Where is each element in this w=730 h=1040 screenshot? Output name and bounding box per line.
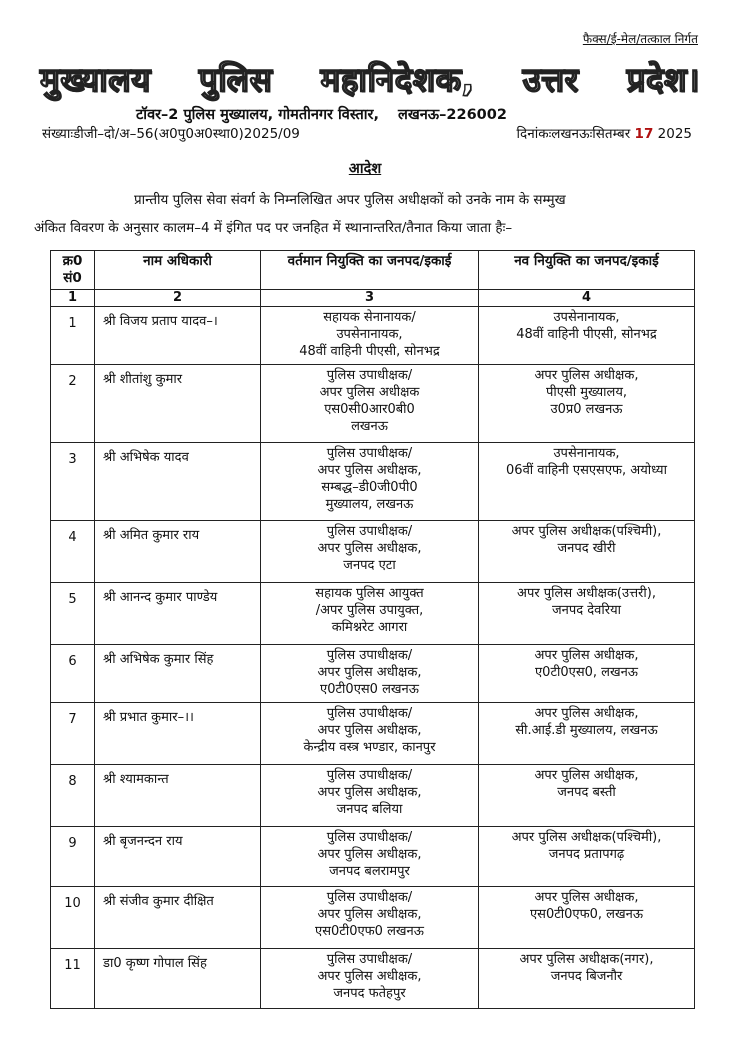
table-row <box>51 765 695 827</box>
address-text: टॉवर–2 पुलिस मुख्यालय, गोमतीनगर विस्तार, <box>136 107 379 123</box>
serial-number: 3 <box>51 443 95 521</box>
reference-line <box>42 124 692 142</box>
posting-line: एस0टी0एफ0, लखनऊ <box>529 907 644 922</box>
new-posting <box>479 521 695 583</box>
posting-line: सहायक सेनानायक/ <box>323 310 416 325</box>
posting-line: अपर पुलिस अधीक्षक(नगर), <box>519 952 654 967</box>
posting-line: पुलिस उपाधीक्षक/ <box>326 830 413 845</box>
paragraph-line: अंकित विवरण के अनुसार कालम–4 में इंगित पद पर जनहित में स्थानान्तरित/तैनात किया जाता हैः– <box>34 220 513 236</box>
current-posting <box>261 949 479 1009</box>
table-row <box>51 827 695 887</box>
table-row <box>51 645 695 703</box>
new-posting <box>479 887 695 949</box>
posting-line: जनपद देवरिया <box>551 603 621 618</box>
officer-name: श्री अभिषेक यादव <box>95 443 261 521</box>
posting-line: 48वीं वाहिनी पीएसी, सोनभद्र <box>299 344 440 359</box>
serial-number: 10 <box>51 887 95 949</box>
header-new-posting: नव नियुक्ति का जनपद/इकाई <box>479 251 695 290</box>
header-serial: क्र0 सं0 <box>51 251 95 290</box>
posting-line: जनपद बलरामपुर <box>329 864 410 879</box>
posting-line: अपर पुलिस अधीक्षक, <box>317 907 422 922</box>
posting-line: अपर पुलिस अधीक्षक, <box>317 541 422 556</box>
table-row <box>51 365 695 443</box>
table-row <box>51 887 695 949</box>
posting-line: अपर पुलिस अधीक्षक, <box>317 463 422 478</box>
posting-line: अपर पुलिस अधीक्षक, <box>534 368 639 383</box>
table-row <box>51 521 695 583</box>
officer-name: श्री प्रभात कुमार–।। <box>95 703 261 765</box>
column-number: 2 <box>95 290 261 307</box>
officer-name: श्री श्यामकान्त <box>95 765 261 827</box>
posting-line: सी.आई.डी मुख्यालय, लखनऊ <box>515 723 658 738</box>
reference-number: संख्याःडीजी–दो/अ–56(अ0पु0अ0स्था0)2025/09 <box>42 126 300 142</box>
posting-line: अपर पुलिस अधीक्षक <box>319 385 420 400</box>
serial-number: 9 <box>51 827 95 887</box>
current-posting <box>261 887 479 949</box>
date-year: 2025 <box>657 126 692 142</box>
posting-line: लखनऊ <box>351 419 388 434</box>
current-posting <box>261 365 479 443</box>
posting-line: जनपद प्रतापगढ़ <box>548 847 625 862</box>
column-number: 4 <box>479 290 695 307</box>
letterhead <box>40 56 700 101</box>
posting-line: अपर पुलिस अधीक्षक, <box>317 785 422 800</box>
officer-name: श्री संजीव कुमार दीक्षित <box>95 887 261 949</box>
column-number: 1 <box>51 290 95 307</box>
new-posting <box>479 703 695 765</box>
current-posting <box>261 583 479 645</box>
posting-line: ए0टी0एस0, लखनऊ <box>534 665 639 680</box>
posting-line: अपर पुलिस अधीक्षक, <box>534 768 639 783</box>
posting-line: अपर पुलिस अधीक्षक, <box>317 847 422 862</box>
office-address <box>136 104 507 124</box>
serial-number: 11 <box>51 949 95 1009</box>
table-row <box>51 307 695 365</box>
current-posting <box>261 521 479 583</box>
posting-line: पुलिस उपाधीक्षक/ <box>326 706 413 721</box>
officer-name: श्री आनन्द कुमार पाण्डेय <box>95 583 261 645</box>
column-number-row <box>51 290 695 307</box>
posting-line: अपर पुलिस अधीक्षक, <box>534 648 639 663</box>
posting-line: केन्द्रीय वस्त्र भण्डार, कानपुर <box>303 740 436 755</box>
officer-name: श्री शीतांशु कुमार <box>95 365 261 443</box>
letterhead-word: प्रदेश। <box>626 60 700 99</box>
posting-line: 06वीं वाहिनी एसएसएफ, अयोध्या <box>506 463 667 478</box>
posting-line: जनपद फतेहपुर <box>333 986 406 1001</box>
transfer-table <box>50 250 695 1009</box>
current-posting <box>261 645 479 703</box>
paragraph-line: प्रान्तीय पुलिस सेवा संवर्ग के निम्नलिखित अपर पुलिस अधीक्षकों को उनके नाम के सम्मुख <box>134 192 566 208</box>
current-posting <box>261 443 479 521</box>
posting-line: सहायक पुलिस आयुक्त <box>315 586 424 601</box>
posting-line: उपसेनानायक, <box>336 327 403 342</box>
posting-line: उ0प्र0 लखनऊ <box>550 402 623 417</box>
column-number: 3 <box>261 290 479 307</box>
posting-line: उपसेनानायक, <box>553 310 620 325</box>
posting-line: जनपद बलिया <box>336 802 403 817</box>
new-posting <box>479 645 695 703</box>
serial-number: 7 <box>51 703 95 765</box>
posting-line: पुलिस उपाधीक्षक/ <box>326 368 413 383</box>
posting-line: सम्बद्ध–डी0जी0पी0 <box>321 480 418 495</box>
posting-line: पुलिस उपाधीक्षक/ <box>326 446 413 461</box>
current-posting <box>261 827 479 887</box>
header-current-posting: वर्तमान नियुक्ति का जनपद/इकाई <box>261 251 479 290</box>
new-posting <box>479 365 695 443</box>
posting-line: अपर पुलिस अधीक्षक, <box>317 723 422 738</box>
date-day-handwritten: 17 <box>634 126 654 142</box>
posting-line: पीएसी मुख्यालय, <box>546 385 627 400</box>
posting-line: उपसेनानायक, <box>553 446 620 461</box>
serial-number: 8 <box>51 765 95 827</box>
posting-line: अपर पुलिस अधीक्षक(पश्चिमी), <box>511 524 662 539</box>
address-city: लखनऊ–226002 <box>398 107 507 123</box>
officer-name: डा0 कृष्ण गोपाल सिंह <box>95 949 261 1009</box>
letterhead-word: महानिदेशक, <box>320 60 475 99</box>
posting-line: अपर पुलिस अधीक्षक, <box>317 665 422 680</box>
new-posting <box>479 765 695 827</box>
officer-name: श्री अभिषेक कुमार सिंह <box>95 645 261 703</box>
new-posting <box>479 949 695 1009</box>
serial-number: 6 <box>51 645 95 703</box>
posting-line: मुख्यालय, लखनऊ <box>325 497 414 512</box>
posting-line: जनपद खीरी <box>557 541 616 556</box>
order-date <box>517 124 692 142</box>
date-prefix: दिनांकःलखनऊःसितम्बर <box>516 126 631 142</box>
posting-line: जनपद एटा <box>343 558 396 573</box>
serial-number: 2 <box>51 365 95 443</box>
new-posting <box>479 827 695 887</box>
table-row <box>51 703 695 765</box>
posting-line: 48वीं वाहिनी पीएसी, सोनभद्र <box>516 327 657 342</box>
header-officer-name: नाम अधिकारी <box>95 251 261 290</box>
table-row <box>51 443 695 521</box>
posting-line: अपर पुलिस अधीक्षक, <box>317 969 422 984</box>
posting-line: पुलिस उपाधीक्षक/ <box>326 768 413 783</box>
posting-line: ए0टी0एस0 लखनऊ <box>320 682 419 697</box>
order-title: आदेश <box>348 161 382 177</box>
current-posting <box>261 703 479 765</box>
posting-line: एस0टी0एफ0 लखनऊ <box>315 924 424 939</box>
posting-line: पुलिस उपाधीक्षक/ <box>326 890 413 905</box>
officer-name: श्री अमित कुमार राय <box>95 521 261 583</box>
serial-number: 1 <box>51 307 95 365</box>
posting-line: अपर पुलिस अधीक्षक, <box>534 706 639 721</box>
dispatch-stamp: फैक्स/ई-मेल/तत्काल निर्गत <box>582 32 698 46</box>
new-posting <box>479 307 695 365</box>
posting-line: अपर पुलिस अधीक्षक(उत्तरी), <box>517 586 656 601</box>
officer-name: श्री विजय प्रताप यादव–। <box>95 307 261 365</box>
table-row <box>51 583 695 645</box>
new-posting <box>479 443 695 521</box>
posting-line: पुलिस उपाधीक्षक/ <box>326 524 413 539</box>
order-paragraph <box>34 186 698 242</box>
table-header-row <box>51 251 695 290</box>
posting-line: एस0सी0आर0बी0 <box>324 402 415 417</box>
posting-line: पुलिस उपाधीक्षक/ <box>326 648 413 663</box>
current-posting <box>261 307 479 365</box>
posting-line: जनपद बिजनौर <box>550 969 623 984</box>
letterhead-word: मुख्यालय <box>40 60 151 99</box>
serial-number: 5 <box>51 583 95 645</box>
letterhead-word: पुलिस <box>198 60 273 99</box>
posting-line: कमिश्नरेट आगरा <box>331 620 408 635</box>
posting-line: अपर पुलिस अधीक्षक(पश्चिमी), <box>511 830 662 845</box>
posting-line: अपर पुलिस अधीक्षक, <box>534 890 639 905</box>
table-row <box>51 949 695 1009</box>
letterhead-word: उत्तर <box>522 60 579 99</box>
posting-line: /अपर पुलिस उपायुक्त, <box>315 603 424 618</box>
serial-number: 4 <box>51 521 95 583</box>
current-posting <box>261 765 479 827</box>
new-posting <box>479 583 695 645</box>
officer-name: श्री बृजनन्दन राय <box>95 827 261 887</box>
posting-line: पुलिस उपाधीक्षक/ <box>326 952 413 967</box>
posting-line: जनपद बस्ती <box>557 785 616 800</box>
